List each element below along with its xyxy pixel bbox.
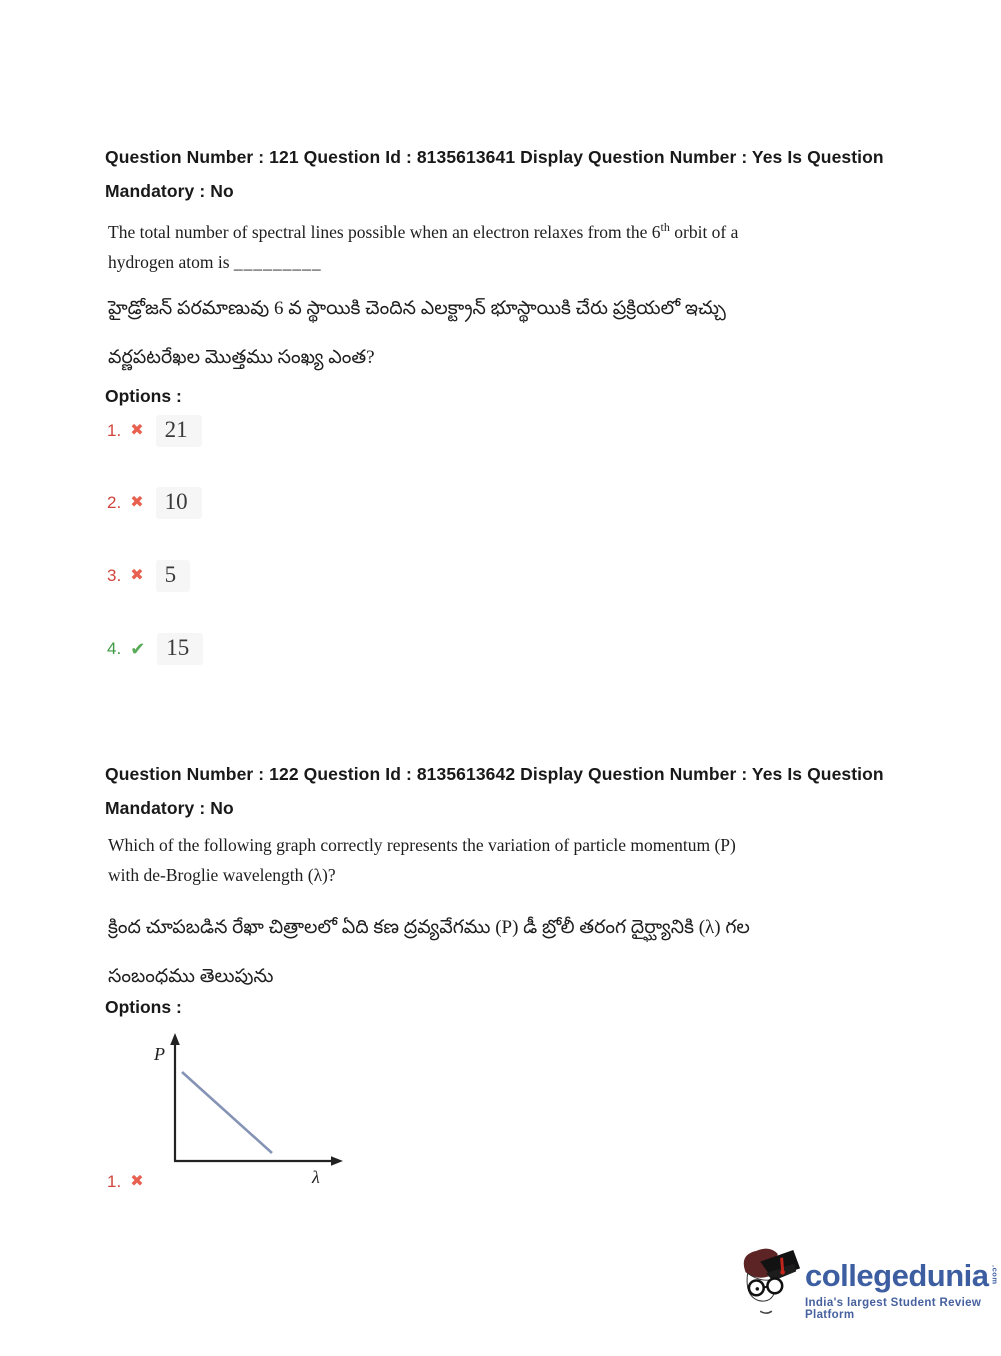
y-axis-label: P [154,1044,165,1064]
wrong-mark-icon: ✖ [130,422,144,439]
option-row-121-4 [107,633,203,665]
momentum-wavelength-graph [145,1028,345,1188]
question-121-en-part2: orbit of a hydrogen atom is [108,221,739,272]
x-axis-label: λ [312,1167,320,1187]
question-121-text-telugu: హైడ్రోజన్ పరమాణువు 6 వ స్థాయికి చెందిన ఎలక్ట్రాన్ భూస్థాయికి చేరు ప్రక్రియలో ఇచ్చు వర్ణపటరేఖల మొత్తము సంఖ్య ఎంత? [108,298,726,368]
question-121-options-label: Options : [105,386,182,406]
option-number: 3. [107,566,122,585]
data-line [182,1072,272,1153]
question-121-en-superscript: th [660,220,670,234]
question-122-options-label: Options : [105,997,182,1017]
option-row-122-1 [107,1172,144,1192]
question-122-text-english: Which of the following graph correctly represents the variation of particle momentum (P) with de-Broglie wavelength (λ)? [108,835,736,885]
x-axis-arrow-icon [331,1156,343,1166]
wrong-mark-icon: ✖ [130,494,144,511]
question-122-header-line1: Question Number : 122 Question Id : 8135613642 Display Question Number : Yes Is Question [105,764,884,784]
mascot-icon [733,1243,803,1328]
option-row-121-2 [107,487,202,519]
collegedunia-logo [733,1243,1001,1328]
question-122-header [105,757,917,825]
option-value: 21 [156,415,202,447]
option-value: 15 [157,633,203,665]
wrong-mark-icon: ✖ [130,567,144,584]
question-121-header-line1: Question Number : 121 Question Id : 8135613641 Display Question Number : Yes Is Question [105,147,884,167]
question-121-header-line2: Mandatory : No [105,181,234,201]
question-121-header [105,140,917,208]
wrong-mark-icon: ✖ [130,1173,144,1190]
option-value: 5 [156,560,191,592]
option-number: 4. [107,639,122,658]
option-number: 2. [107,493,122,512]
question-122-header-line2: Mandatory : No [105,798,234,818]
question-121-answer-blank: _________ [233,251,322,272]
question-121-text-english [108,212,768,277]
option-value: 10 [156,487,202,519]
question-121-en-part1: The total number of spectral lines possible when an electron relaxes from the 6 [108,221,661,242]
brand-text: collegedunia [805,1258,989,1293]
question-122-text-telugu: క్రింద చూపబడిన రేఖా చిత్రాలలో ఏది కణ ద్రవ్యవేగము (P) డీ బ్రోలీ తరంగ దైర్ఘ్యానికి (λ) గల సంబంధము తెలుపును [108,917,750,987]
option-row-121-1 [107,415,202,447]
option-number: 1. [107,421,122,440]
correct-mark-icon: ✔ [130,639,146,659]
graph-figure [145,1028,345,1188]
option-row-121-3 [107,560,190,592]
brand-tagline: India's largest Student Review Platform [805,1297,982,1321]
brand-domain-suffix: .com [990,1265,1000,1285]
y-axis-arrow-icon [170,1033,180,1045]
option-number: 1. [107,1172,122,1191]
